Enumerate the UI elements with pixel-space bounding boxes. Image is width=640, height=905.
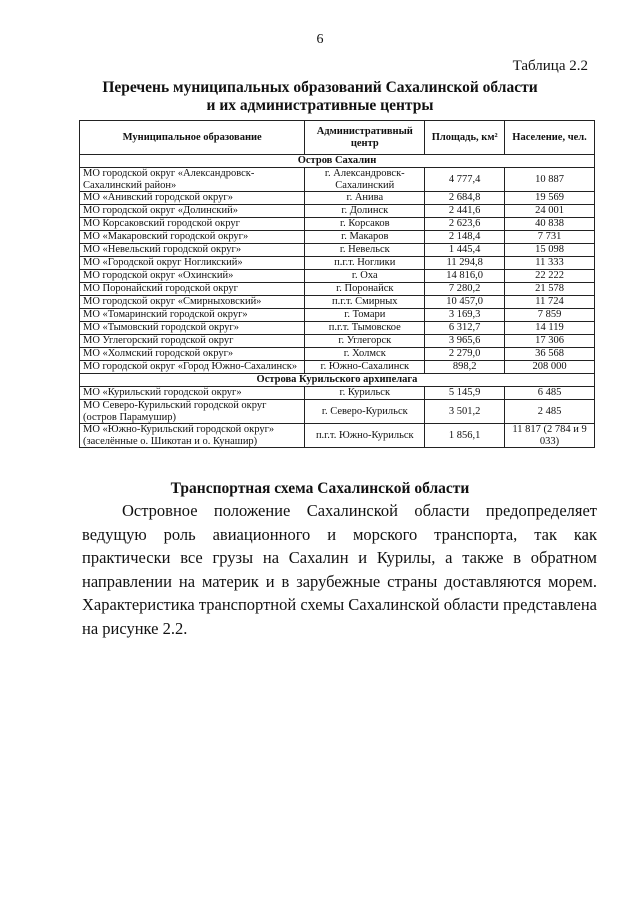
section-heading: Транспортная схема Сахалинской области [170, 480, 470, 497]
cell-area: 2 623,6 [425, 218, 505, 231]
cell-admin-center: г. Томари [305, 309, 425, 322]
cell-area: 2 684,8 [425, 192, 505, 205]
cell-population: 17 306 [505, 335, 595, 348]
cell-area: 898,2 [425, 361, 505, 374]
table-section-row [80, 374, 595, 387]
cell-admin-center: г. Невельск [305, 244, 425, 257]
table-row [80, 270, 595, 283]
cell-admin-center: г. Долинск [305, 205, 425, 218]
table-row [80, 257, 595, 270]
cell-population: 21 578 [505, 283, 595, 296]
table-row [80, 192, 595, 205]
cell-population: 15 098 [505, 244, 595, 257]
section-title: Остров Сахалин [80, 155, 595, 168]
header-admin-center: Административный центр [305, 121, 425, 155]
cell-municipality: МО Северо-Курильский городской округ (остров Парамушир) [80, 400, 305, 424]
table-body [80, 155, 595, 448]
table-row [80, 335, 595, 348]
table-row [80, 168, 595, 192]
cell-population: 11 333 [505, 257, 595, 270]
cell-population: 2 485 [505, 400, 595, 424]
cell-admin-center: п.г.т. Смирных [305, 296, 425, 309]
cell-municipality: МО «Невельский городской округ» [80, 244, 305, 257]
cell-area: 11 294,8 [425, 257, 505, 270]
cell-population: 24 001 [505, 205, 595, 218]
cell-municipality: МО городской округ «Александровск-Сахалинский район» [80, 168, 305, 192]
cell-municipality: МО «Городской округ Ногликский» [80, 257, 305, 270]
table-row [80, 424, 595, 448]
cell-municipality: МО городской округ «Долинский» [80, 205, 305, 218]
cell-municipality: МО Углегорский городской округ [80, 335, 305, 348]
cell-area: 14 816,0 [425, 270, 505, 283]
cell-admin-center: п.г.т. Ноглики [305, 257, 425, 270]
cell-population: 11 724 [505, 296, 595, 309]
cell-area: 2 279,0 [425, 348, 505, 361]
table-label: Таблица 2.2 [512, 58, 588, 74]
table-row [80, 361, 595, 374]
cell-admin-center: г. Александровск-Сахалинский [305, 168, 425, 192]
cell-population: 10 887 [505, 168, 595, 192]
cell-area: 7 280,2 [425, 283, 505, 296]
cell-area: 6 312,7 [425, 322, 505, 335]
cell-population: 7 859 [505, 309, 595, 322]
table-row [80, 283, 595, 296]
cell-admin-center: г. Макаров [305, 231, 425, 244]
cell-population: 14 119 [505, 322, 595, 335]
table-row [80, 231, 595, 244]
cell-area: 3 169,3 [425, 309, 505, 322]
cell-area: 3 965,6 [425, 335, 505, 348]
table-row [80, 400, 595, 424]
cell-admin-center: г. Анива [305, 192, 425, 205]
cell-population: 6 485 [505, 387, 595, 400]
cell-admin-center: г. Южно-Сахалинск [305, 361, 425, 374]
body-text [82, 499, 597, 640]
cell-admin-center: г. Северо-Курильск [305, 400, 425, 424]
cell-area: 4 777,4 [425, 168, 505, 192]
cell-population: 19 569 [505, 192, 595, 205]
cell-municipality: МО «Курильский городской округ» [80, 387, 305, 400]
cell-municipality: МО городской округ «Город Южно-Сахалинск» [80, 361, 305, 374]
table-row [80, 309, 595, 322]
cell-area: 1 445,4 [425, 244, 505, 257]
paragraph: Островное положение Сахалинской области предопределяет ведущую роль авиационного и морского транспорта, так как практически все грузы на Сахалин и Курилы, а также в обратном направлении на материк и в зарубежные страны доставляются морем. Характеристика транспортной схемы Сахалинской области представлена на рисунке 2.2. [82, 501, 597, 638]
cell-admin-center: г. Углегорск [305, 335, 425, 348]
cell-population: 7 731 [505, 231, 595, 244]
cell-municipality: МО городской округ «Смирныховский» [80, 296, 305, 309]
cell-municipality: МО Корсаковский городской округ [80, 218, 305, 231]
cell-area: 2 148,4 [425, 231, 505, 244]
table-title-line-1: Перечень муниципальных образований Сахалинской области [102, 79, 538, 96]
cell-admin-center: г. Оха [305, 270, 425, 283]
cell-municipality: МО «Макаровский городской округ» [80, 231, 305, 244]
table-row [80, 296, 595, 309]
table-row [80, 348, 595, 361]
section-title: Острова Курильского архипелага [80, 374, 595, 387]
table-row [80, 387, 595, 400]
header-population: Население, чел. [505, 121, 595, 155]
cell-admin-center: п.г.т. Тымовское [305, 322, 425, 335]
page-number: 6 [316, 32, 324, 47]
cell-area: 3 501,2 [425, 400, 505, 424]
cell-admin-center: г. Холмск [305, 348, 425, 361]
municipalities-table [79, 120, 595, 448]
cell-admin-center: г. Корсаков [305, 218, 425, 231]
table-title [0, 79, 640, 115]
cell-admin-center: г. Поронайск [305, 283, 425, 296]
table-row [80, 322, 595, 335]
cell-population: 40 838 [505, 218, 595, 231]
cell-population: 11 817 (2 784 и 9 033) [505, 424, 595, 448]
cell-area: 10 457,0 [425, 296, 505, 309]
header-area: Площадь, км² [425, 121, 505, 155]
cell-municipality: МО «Томаринский городской округ» [80, 309, 305, 322]
table-header-row [80, 121, 595, 155]
table-row [80, 244, 595, 257]
cell-population: 208 000 [505, 361, 595, 374]
table-section-row [80, 155, 595, 168]
table-row [80, 205, 595, 218]
cell-population: 36 568 [505, 348, 595, 361]
table-row [80, 218, 595, 231]
cell-municipality: МО «Южно-Курильский городской округ» (заселённые о. Шикотан и о. Кунашир) [80, 424, 305, 448]
cell-population: 22 222 [505, 270, 595, 283]
cell-admin-center: г. Курильск [305, 387, 425, 400]
header-municipality: Муниципальное образование [80, 121, 305, 155]
cell-municipality: МО «Холмский городской округ» [80, 348, 305, 361]
table-title-line-2: и их административные центры [206, 97, 434, 114]
cell-municipality: МО Поронайский городской округ [80, 283, 305, 296]
cell-area: 5 145,9 [425, 387, 505, 400]
cell-area: 2 441,6 [425, 205, 505, 218]
cell-admin-center: п.г.т. Южно-Курильск [305, 424, 425, 448]
cell-area: 1 856,1 [425, 424, 505, 448]
cell-municipality: МО городской округ «Охинский» [80, 270, 305, 283]
cell-municipality: МО «Анивский городской округ» [80, 192, 305, 205]
cell-municipality: МО «Тымовский городской округ» [80, 322, 305, 335]
